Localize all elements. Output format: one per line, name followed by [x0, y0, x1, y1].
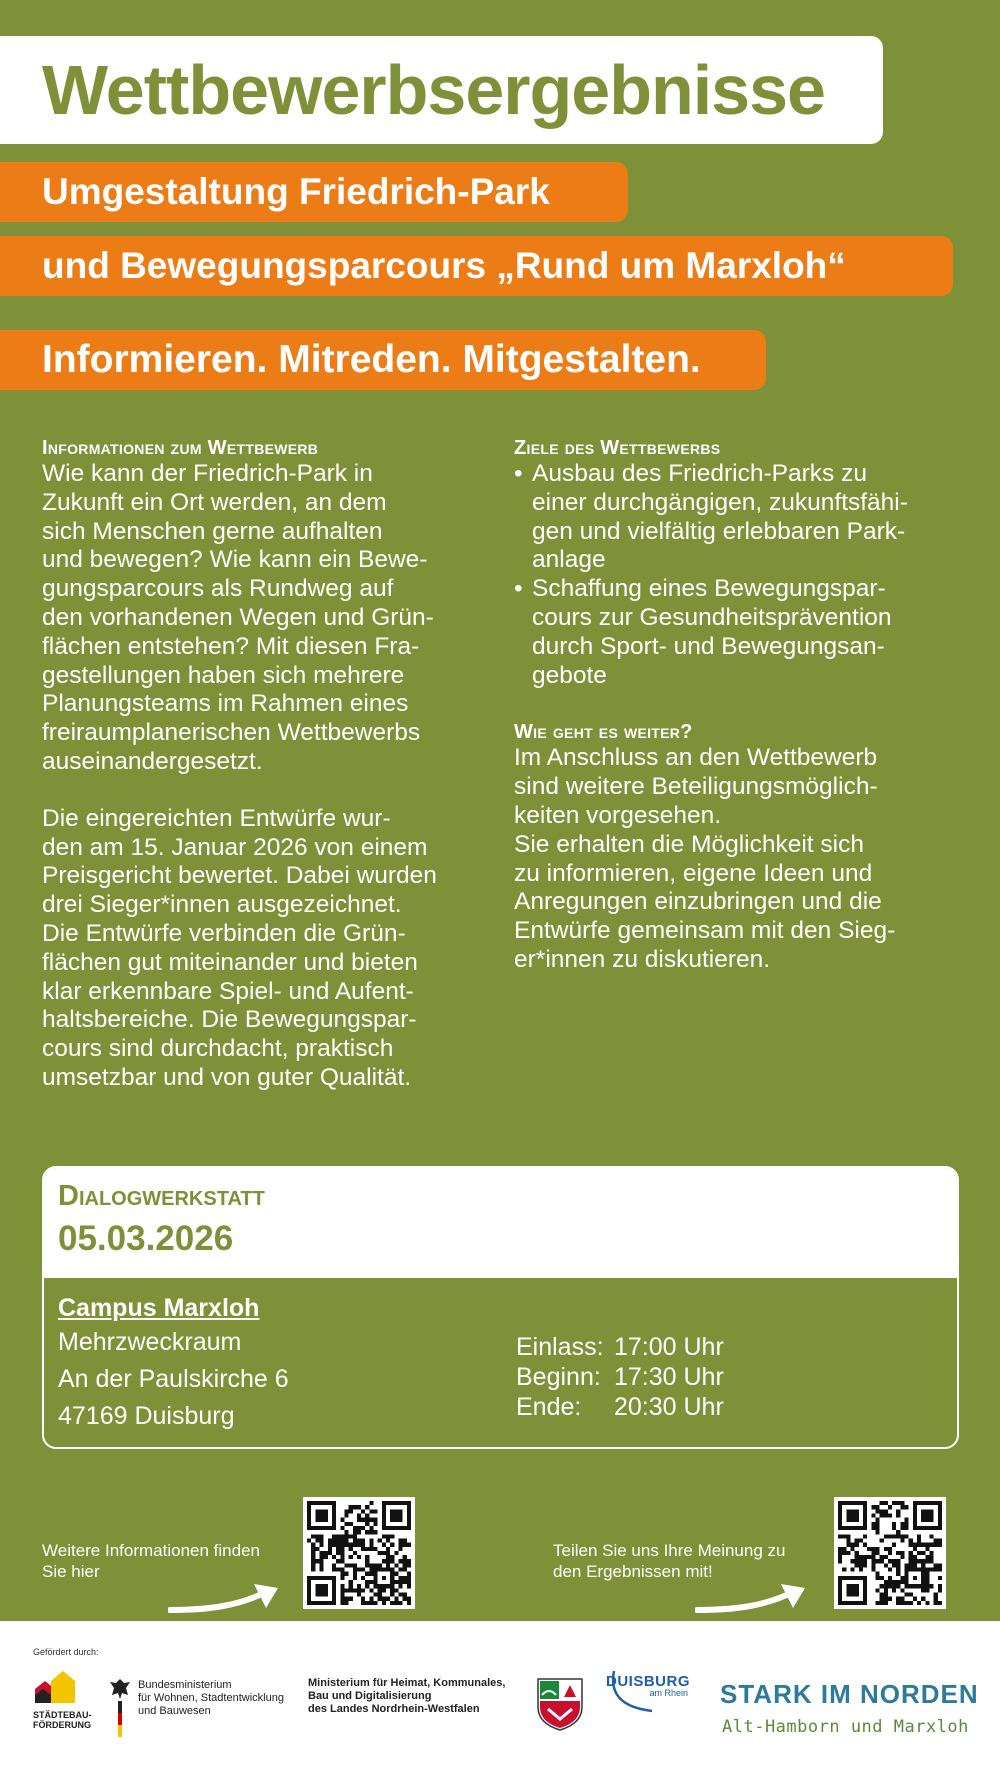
text-line: Die eingereichten Entwürfe wur- — [42, 804, 391, 832]
text-line: cours zur Gesundheitsprävention — [532, 603, 892, 631]
text-line: Die Entwürfe verbinden die Grün- — [42, 919, 406, 947]
swoosh-icon — [604, 1667, 694, 1713]
paragraph-results — [42, 805, 482, 1093]
qr-code-icon — [307, 1501, 411, 1605]
time-value: 17:00 Uhr — [614, 1333, 724, 1361]
text-line: STÄDTEBAU- — [33, 1710, 92, 1720]
text-line: durch Sport- und Bewegungsan- — [532, 632, 885, 660]
text-line: FÖRDERUNG — [33, 1720, 91, 1730]
time-row — [516, 1392, 724, 1422]
text-line: des Landes Nordrhein-Westfalen — [308, 1703, 480, 1715]
time-label: Ende: — [516, 1393, 582, 1421]
time-row — [516, 1332, 724, 1362]
qr-left-caption — [42, 1540, 260, 1582]
bund-ministry-logo — [108, 1677, 284, 1737]
venue-city: 47169 Duisburg — [58, 1402, 235, 1430]
text-line: flächen gut miteinander und bieten — [42, 948, 418, 976]
time-value: 20:30 Uhr — [614, 1393, 724, 1421]
right-column — [514, 436, 964, 975]
venue-street: An der Paulskirche 6 — [58, 1365, 289, 1393]
text-line: • Ausbau des Friedrich-Parks zu — [532, 460, 867, 487]
text-line: umsetzbar und von guter Qualität. — [42, 1063, 412, 1091]
duisburg-subline: am Rhein — [649, 1688, 689, 1698]
paragraph-next-steps — [514, 744, 964, 974]
text-line: klar erkennbare Spiel- und Aufent- — [42, 977, 414, 1005]
qr-code-feedback[interactable] — [834, 1497, 946, 1609]
goals-list — [514, 460, 964, 690]
text-line: Entwürfe gemeinsam mit den Sieg- — [514, 917, 896, 945]
event-header — [44, 1168, 957, 1278]
text-line: den Ergebnissen mit! — [553, 1562, 713, 1581]
houses-icon — [33, 1667, 87, 1703]
text-line: und bewegen? Wie kann ein Bewe- — [42, 546, 428, 574]
crest-icon — [536, 1677, 584, 1731]
footer-logos — [0, 1621, 1000, 1778]
funded-by-label: Gefördert durch: — [33, 1647, 99, 1657]
title-banner — [0, 36, 883, 144]
paragraph-intro — [42, 460, 482, 777]
duisburg-wordmark: DUISBURG — [606, 1673, 691, 1690]
event-card — [42, 1166, 959, 1449]
text-line: den vorhandenen Wegen und Grün- — [42, 603, 434, 631]
arrow-right-icon — [695, 1580, 811, 1616]
text-line: Bundesministerium — [138, 1679, 232, 1691]
text-line: einer durchgängigen, zukunftsfähi- — [532, 488, 908, 516]
stark-im-norden-subtitle: Alt-Hamborn und Marxloh — [722, 1717, 969, 1737]
nrw-ministry-logo — [308, 1677, 505, 1716]
text-line: Sie hier — [42, 1562, 100, 1581]
arrow-right-icon — [168, 1580, 284, 1616]
text-line: für Wohnen, Stadtentwicklung — [138, 1692, 284, 1704]
text-line: flächen entstehen? Mit diesen Fra- — [42, 632, 420, 660]
text-line: gungsparcours als Rundweg auf — [42, 575, 394, 603]
text-line: keiten vorgesehen. — [514, 801, 722, 829]
staedtebaufoerderung-logo — [33, 1667, 92, 1730]
text-line: anlage — [532, 546, 606, 574]
text-line: Zukunft ein Ort werden, an dem — [42, 488, 387, 516]
text-line: gestellungen haben sich mehrere — [42, 661, 405, 689]
qr-code-icon — [838, 1501, 942, 1605]
text-line: Wie kann der Friedrich-Park in — [42, 460, 373, 487]
event-date: 05.03.2026 — [58, 1219, 234, 1258]
slogan: Informieren. Mitreden. Mitgestalten. — [0, 330, 766, 390]
text-line: sind weitere Beteiligungsmöglich- — [514, 773, 878, 801]
qr-code-info[interactable] — [303, 1497, 415, 1609]
heading-wie-geht-es-weiter: Wie geht es weiter? — [514, 721, 693, 744]
venue-name: Campus Marxloh — [58, 1294, 260, 1322]
text-line: cours sind durchdacht, praktisch — [42, 1035, 394, 1063]
time-row — [516, 1362, 724, 1392]
subtitle-line-1: Umgestaltung Friedrich-Park — [0, 162, 628, 222]
text-line: Anregungen einzubringen und die — [514, 888, 882, 916]
text-line: Sie erhalten die Möglichkeit sich — [514, 830, 864, 858]
text-line: zu informieren, eigene Ideen und — [514, 859, 873, 887]
text-line: Teilen Sie uns Ihre Meinung zu — [553, 1541, 786, 1560]
event-label: Dialogwerkstatt — [58, 1180, 265, 1212]
text-line: Ministerium für Heimat, Kommunales, — [308, 1677, 506, 1689]
nrw-crest-logo — [536, 1677, 584, 1736]
text-line: Planungsteams im Rahmen eines — [42, 690, 409, 718]
text-line: Bau und Digitalisierung — [308, 1690, 432, 1702]
text-line: freiraumplanerischen Wettbewerbs — [42, 719, 421, 747]
event-times — [516, 1332, 724, 1422]
time-label: Beginn: — [516, 1363, 601, 1391]
venue-room: Mehrzweckraum — [58, 1328, 242, 1356]
list-item — [514, 575, 964, 690]
heading-informationen: Informationen zum Wettbewerb — [42, 437, 319, 459]
text-line: er*innen zu diskutieren. — [514, 945, 771, 973]
eagle-icon — [108, 1677, 132, 1701]
qr-right-caption — [553, 1540, 785, 1582]
time-label: Einlass: — [516, 1333, 604, 1361]
duisburg-logo — [606, 1673, 690, 1698]
text-line: Weitere Informationen finden — [42, 1541, 260, 1560]
text-line: • Schaffung eines Bewegungspar- — [532, 575, 886, 603]
left-column — [42, 436, 482, 1093]
page-title: Wettbewerbsergebnisse — [42, 51, 825, 129]
event-details — [44, 1278, 957, 1435]
text-line: gebote — [532, 661, 607, 689]
text-line: den am 15. Januar 2026 von einem — [42, 833, 428, 861]
text-line: gen und vielfältig erlebbaren Park- — [532, 517, 906, 545]
text-line: Im Anschluss an den Wettbewerb — [514, 744, 878, 772]
text-line: und Bauwesen — [138, 1705, 211, 1717]
list-item — [514, 460, 964, 575]
text-line: auseinandergesetzt. — [42, 747, 263, 775]
text-line: sich Menschen gerne aufhalten — [42, 517, 383, 545]
text-line: Preisgericht bewertet. Dabei wurden — [42, 862, 437, 890]
stark-im-norden-title: STARK IM NORDEN — [720, 1679, 979, 1709]
time-value: 17:30 Uhr — [614, 1363, 724, 1391]
heading-ziele: Ziele des Wettbewerbs — [514, 437, 721, 459]
text-line: haltsbereiche. Die Bewegungspar- — [42, 1006, 417, 1034]
subtitle-line-2: und Bewegungsparcours „Rund um Marxloh“ — [0, 236, 953, 296]
text-line: drei Sieger*innen ausgezeichnet. — [42, 891, 402, 919]
